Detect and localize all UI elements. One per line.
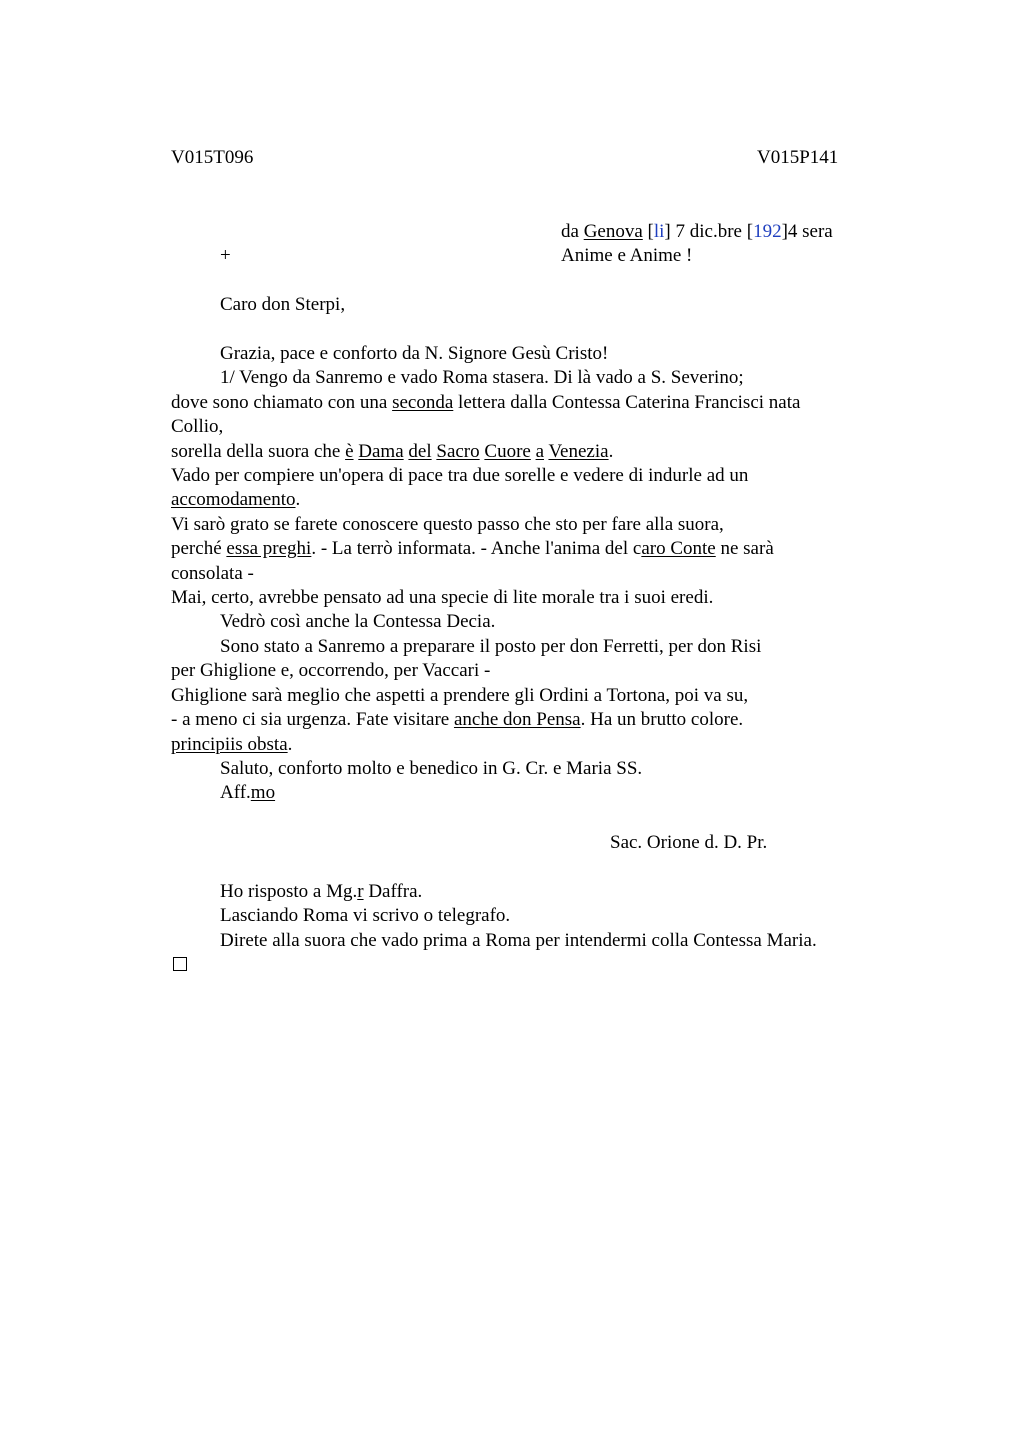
body-line: Vado per compiere un'opera di pace tra due sorelle e vedere di indurle ad un xyxy=(171,465,749,487)
editor-insert-li: li xyxy=(653,221,665,242)
body-line: per Ghiglione e, occorrendo, per Vaccari - xyxy=(171,660,491,682)
postscript-line: Direte alla suora che vado prima a Roma per intendermi colla Contessa Maria. xyxy=(220,930,817,951)
body-line: 1/ Vengo da Sanremo e vado Roma stasera. Di là vado a S. Severino; xyxy=(220,367,744,389)
editor-insert-year: 192 xyxy=(753,221,782,242)
place-name: Genova xyxy=(583,221,643,242)
body-line: dove sono chiamato con una seconda lettera dalla Contessa Caterina Francisci nata xyxy=(171,391,801,413)
body-line: - a meno ci sia urgenza. Fate visitare anche don Pensa. Ha un brutto colore. xyxy=(171,709,744,731)
body-line: accomodamento. xyxy=(171,489,301,511)
body-line: Ghiglione sarà meglio che aspetti a prendere gli Ordini a Tortona, poi va su, xyxy=(171,684,749,706)
body-line: Saluto, conforto molto e benedico in G. Cr. e Maria SS. xyxy=(220,757,643,779)
body-line: Grazia, pace e conforto da N. Signore Gesù Cristo! xyxy=(220,343,609,364)
signature: Sac. Orione d. D. Pr. xyxy=(610,832,768,853)
end-marker-square-icon xyxy=(173,957,187,971)
body-line: perché essa preghi. - La terrò informata. - Anche l'anima del caro Conte ne sarà xyxy=(171,538,774,560)
body-line: Vedrò così anche la Contessa Decia. xyxy=(220,611,496,633)
body-line: Aff.mo xyxy=(220,782,276,804)
body-line: Collio, xyxy=(171,416,224,438)
page-code-right: V015P141 xyxy=(757,147,839,168)
body-line: sorella della suora che è Dama del Sacro Cuore a Venezia. xyxy=(171,440,614,462)
body-line: principiis obsta. xyxy=(171,733,293,755)
body-line: consolata - xyxy=(171,562,254,584)
body-line: Sono stato a Sanremo a preparare il posto per don Ferretti, per don Risi xyxy=(220,635,762,657)
body-line: Vi sarò grato se farete conoscere questo passo che sto per fare alla suora, xyxy=(171,513,724,535)
postscript-line: Lasciando Roma vi scrivo o telegrafo. xyxy=(220,905,511,926)
motto: Anime e Anime ! xyxy=(561,245,693,266)
greeting: Caro don Sterpi, xyxy=(220,294,346,315)
cross-symbol: + xyxy=(220,245,231,266)
postscript-line: Ho risposto a Mg.r Daffra. xyxy=(220,881,423,902)
letter-body xyxy=(171,342,871,806)
body-line: Mai, certo, avrebbe pensato ad una specie di lite morale tra i suoi eredi. xyxy=(171,587,714,609)
doc-code-left: V015T096 xyxy=(171,147,254,168)
date-line: da Genova [li] 7 dic.bre [192]4 sera xyxy=(561,221,833,242)
